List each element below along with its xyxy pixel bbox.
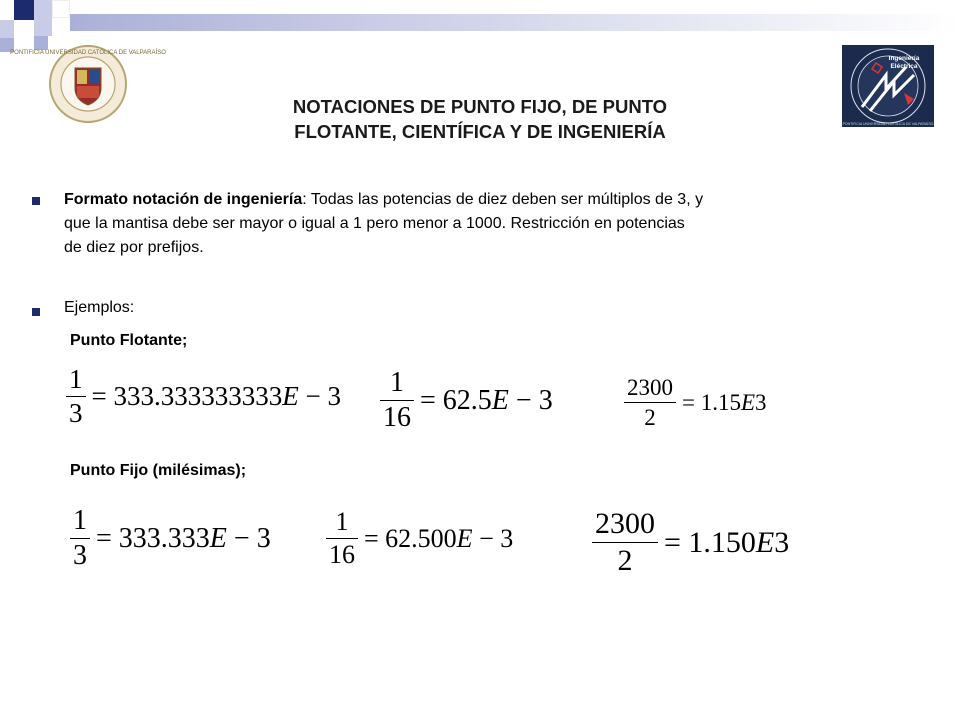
equation-result: = 62.500E − 3 [364, 523, 514, 553]
fraction [326, 509, 358, 568]
numerator: 2300 [595, 507, 655, 540]
description-line-1 [64, 188, 914, 212]
fraction [624, 376, 676, 429]
denominator: 3 [73, 540, 87, 571]
bullet-marker [32, 308, 40, 316]
equation-result: = 333.333333333E − 3 [91, 381, 341, 411]
fixed-equation-2 [326, 509, 513, 568]
seal-ring-text: PONTIFICIA UNIVERSIDAD CATÓLICA DE VALPARAÍSO [10, 50, 166, 56]
description-line-2: que la mantisa debe ser mayor o igual a 1 pero menor a 1000. Restricción en potencias [64, 215, 685, 232]
engineering-notation-description [64, 188, 914, 260]
title-line-1: NOTACIONES DE PUNTO FIJO, DE PUNTO [292, 96, 668, 117]
examples-heading: Ejemplos: [64, 299, 135, 316]
floating-point-label: Punto Flotante; [70, 332, 188, 349]
deco-square [0, 20, 14, 38]
description-bold-term: Formato notación de ingeniería [64, 191, 303, 208]
equation-result: = 1.150E3 [664, 525, 790, 559]
denominator: 16 [329, 540, 355, 569]
header-gradient-bar [70, 14, 960, 31]
denominator: 16 [383, 402, 411, 433]
fraction [380, 369, 414, 432]
deco-square [14, 0, 34, 20]
deco-square [34, 0, 52, 18]
bullet-marker [32, 197, 40, 205]
description-line-1-rest: : Todas las potencias de diez deben ser múltiplos de 3, y [302, 191, 704, 208]
university-seal-logo [10, 44, 166, 124]
equation-result: = 1.15E3 [682, 389, 767, 415]
fixed-equation-3 [592, 509, 789, 576]
fixed-equation-1 [70, 507, 271, 570]
ingenieria-electrica-logo [842, 45, 934, 127]
deco-square [34, 18, 52, 36]
denominator: 2 [644, 405, 656, 430]
page-title [170, 94, 790, 144]
denominator: 3 [69, 398, 83, 428]
fraction [66, 366, 86, 427]
deco-square [14, 20, 34, 38]
description-line-3: de diez por prefijos. [64, 239, 204, 256]
numerator: 1 [335, 507, 349, 536]
floating-equation-2 [380, 369, 553, 432]
floating-equation-1 [66, 366, 341, 427]
fraction [70, 507, 90, 570]
logo-label-line1: Ingeniería [888, 55, 920, 62]
title-line-2: FLOTANTE, CIENTÍFICA Y DE INGENIERÍA [294, 121, 666, 142]
deco-square [34, 36, 48, 50]
equation-result: = 62.5E − 3 [420, 384, 553, 416]
fraction [592, 509, 658, 576]
denominator: 2 [617, 544, 633, 577]
logo-label-line2: Eléctrica [890, 63, 918, 70]
fixed-point-label: Punto Fijo (milésimas); [70, 462, 247, 479]
logo-ring-text: PONTIFICIA UNIVERSIDAD CATÓLICA DE VALPARAÍSO [842, 122, 934, 126]
numerator: 1 [390, 367, 404, 398]
numerator: 1 [69, 364, 83, 394]
floating-equation-3 [624, 376, 767, 429]
numerator: 1 [73, 505, 87, 536]
equation-result: = 333.333E − 3 [96, 522, 271, 554]
numerator: 2300 [627, 375, 673, 400]
deco-square [52, 0, 70, 18]
